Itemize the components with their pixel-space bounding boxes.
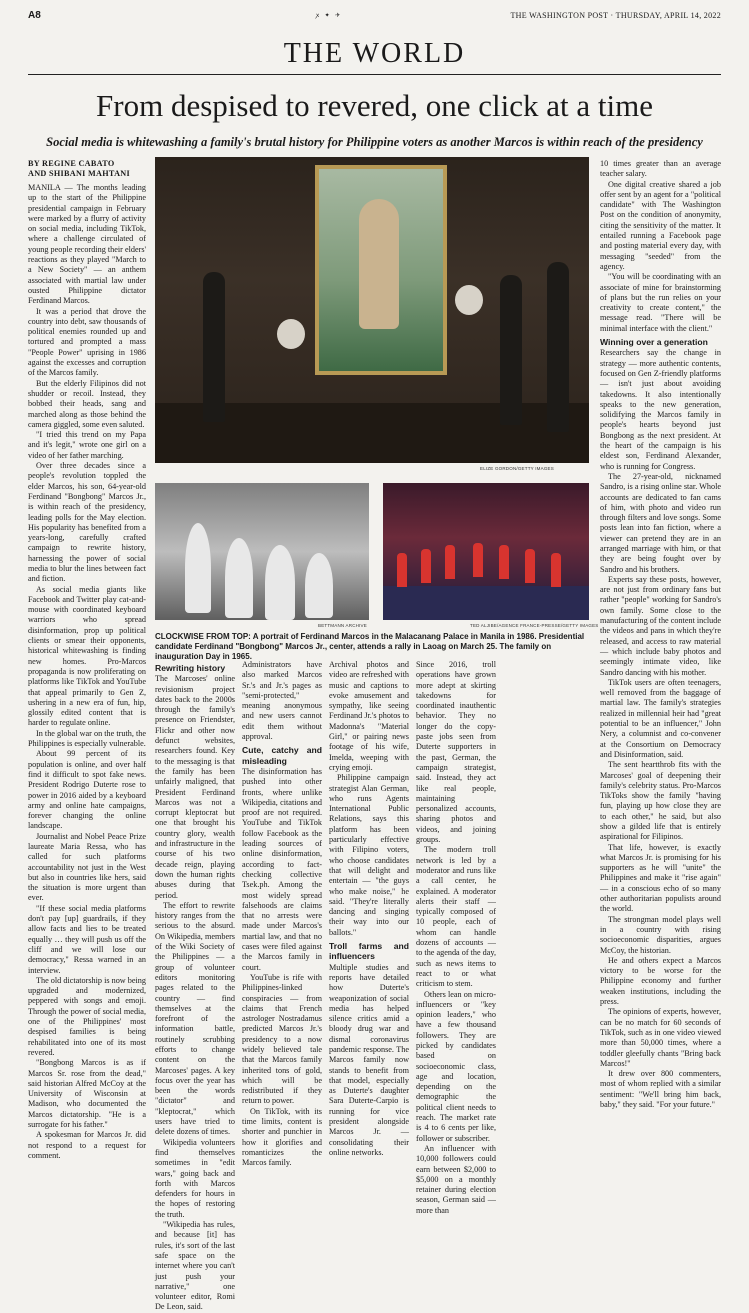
column-2 — [155, 660, 235, 1313]
paragraph: He and others expect a Marcos victory to be worse for the Philippine economy and further weaken institutions, including the press. — [600, 955, 721, 1007]
paragraph: But the elderly Filipinos did not shudder or recoil. Instead, they bobbed their heads, sang and marched along as those behind the camera giggled, some even saluted. — [28, 378, 146, 429]
folio — [28, 10, 721, 24]
paragraph: The opinions of experts, however, can be no match for 60 seconds of TikTok, such as in one video viewed more than 50,000 times, where a toddler gleefully chants "Bring back Marcos!" — [600, 1007, 721, 1068]
photo-credit-right: TED ALJIBE/AGENCE FRANCE-PRESSE/GETTY IMAGES — [470, 623, 599, 628]
person-figure — [305, 553, 333, 618]
rally-stage — [383, 586, 589, 620]
paragraph: "Wikipedia has rules, and because [it] has rules, it's sort of the last safe space on the internet where you can't just push your narrative," one volunteer editor, Romi De Leon, said. — [155, 1220, 235, 1312]
paragraph: The strongman model plays well in a country with rising socioeconomic disparities, argues McCoy, the historian. — [600, 914, 721, 955]
paragraph: Journalist and Nobel Peace Prize laureate Maria Ressa, who has called for such platforms accountability not just in the West but also in countries like hers, said the situation is more urgent than ever. — [28, 831, 146, 903]
flower-vase — [455, 285, 483, 315]
supporter-figure — [525, 549, 535, 583]
paragraph: YouTube is rife with Philippines-linked conspiracies — from claims that French astrologer Nostradamus predicted Marcos Jr.'s presidency to a now widely believed tale that the Marcos family inherited tons of gold, which will be redistributed if they return to power. — [242, 972, 322, 1106]
paragraph: The 27-year-old, nicknamed Sandro, is a rising online star. Whole accounts are dedicated to fan cams of him, with photo and video run through filters and love songs. Some posts lean into fan fiction, where a viewer can pretend they are in an arranged marriage with him, or that they are being fought over by Sandro and his brothers. — [600, 471, 721, 574]
paragraph: 10 times greater than an average teacher salary. — [600, 159, 721, 179]
paragraph: Researchers say the change in strategy — more authentic contents, focused on Gen Z-friendly platforms — isn't just about avoiding takedowns. It also intentionally speaks to the new generation, solidifying the Marcos family in people's hearts beyond just Bongbong as the next president. At the heart of the campaign is his eldest son, Ferdinand Alexander, who is running for Congress. — [600, 348, 721, 471]
paragraph: In the global war on the truth, the Philippines is especially vulnerable. — [28, 728, 146, 749]
paragraph: The modern troll network is led by a moderator and runs like a call center, he explained. A moderator alerts their staff — typically composed of 10 people, each of whom can handle dozens of accounts — to the agenda of the day, such as news items to react to or what criticism to stem. — [416, 845, 496, 989]
page-number: A8 — [28, 10, 41, 21]
supporter-figure — [473, 543, 483, 577]
flower-vase — [277, 319, 305, 349]
column-3 — [242, 660, 322, 1169]
person-figure — [225, 538, 253, 618]
photo-credit-main: ELIZE GORDON/GETTY IMAGES — [480, 466, 554, 471]
deck: Social media is whitewashing a family's brutal history for Philippine voters as another Marcos is within reach of the presidency — [46, 135, 703, 149]
guard-figure — [500, 275, 522, 425]
photo-caption: CLOCKWISE FROM TOP: A portrait of Ferdinand Marcos in the Malacanang Palace in Manila in 1986. Presidential candidate Ferdinand "Bongbong" Marcos Jr., center, attends a rally in Laoag on March 25. The family on inauguration Day in 1965. — [155, 632, 585, 661]
rally-photo — [383, 483, 589, 620]
paragraph: It drew over 800 commenters, most of whom replied with a similar sentiment: "We'll bring him back, baby," they said. "For your future." — [600, 1069, 721, 1110]
supporter-figure — [445, 545, 455, 579]
paragraph: As social media giants like Facebook and Twitter play cat-and-mouse with coordinated keyboard warriors who spread disinformation, prop up political clients or smear their opponents, historical whitewashing is finding new homes. Pro-Marcos propaganda is now proliferating on platforms like TikTok and YouTube that appeal primarily to Gen Z, ushering in a new era of fun, hip, glossily edited content that is harder to regulate online. — [28, 584, 146, 728]
paragraph: "If these social media platforms don't pay [up] guardrails, if they allow facts and lies to be treated equally … they will push us off the cliff and we will lose our democracy," Ressa warned in an interview. — [28, 903, 146, 975]
subhead-troll-farms: Troll farms and influencers — [329, 941, 409, 962]
paragraph: A spokesman for Marcos Jr. did not respond to a request for comment. — [28, 1130, 146, 1160]
paragraph: It was a period that drove the country into debt, saw thousands of political enemies rounded up and tortured and prompted a mass "People Power" uprising in 1986 against the excesses and corruption of the Marcos family. — [28, 306, 146, 378]
person-figure — [185, 523, 211, 613]
paragraph: Administrators have also marked Marcos Sr.'s and Jr.'s pages as "semi-protected," meaning anonymous and new users cannot edit them without approval. — [242, 660, 322, 742]
paragraph: The sent heartthrob fits with the Marcoses' goal of deepening their family's celebrity status. Pro-Marcos TikToks show the family "having fun, playing up how close they are to each other," he said, but also show a gilded life that is entirely aspirational for Filipinos. — [600, 760, 721, 842]
section-rule — [28, 74, 721, 75]
section-title: THE WORLD — [283, 38, 466, 69]
marcos-portrait-photo — [155, 157, 589, 463]
paragraph: About 99 percent of its population is online, and over half find it difficult to spot fake news. President Rodrigo Duterte rose to power in 2016 aided by a keyboard army and online hate campaigns, forever changing the online landscape. — [28, 749, 146, 831]
folio-mark: ꭗ ✦ ✈ — [316, 13, 343, 19]
paragraph: An influencer with 10,000 followers could earn between $2,000 to $5,000 on a monthly retainer during election season, German said — more than — [416, 1143, 496, 1215]
paragraph: Multiple studies and reports have detailed how Duterte's weaponization of social media has helped silence critics amid a bloody drug war and dismal coronavirus pandemic response. The Marcos family now stands to benefit from that model, especially as Duterte's daughter Sara Duterte-Carpio is running for vice president alongside Marcos Jr. — consolidating their online networks. — [329, 962, 409, 1157]
paragraph: Since 2016, troll operations have grown more adept at skirting takedowns for coordinated inauthentic behavior. They no longer do the copy-paste jobs seen from Duterte supporters in the past, German, the campaign strategist, said. Instead, they act like real people, maintaining personalized accounts, sharing photos and videos, and joining groups. — [416, 660, 496, 845]
paragraph: The disinformation has pushed into other fronts, where unlike Wikipedia, citations and proof are not required. YouTube and TikTok follow Facebook as the leading sources of online disinformation, according to fact-checking collective Tsek.ph. Among the most widely spread falsehoods are claims that no arrests were made under Marcos's martial law, and that no cases were filed against the Marcos family in court. — [242, 766, 322, 972]
person-figure — [265, 545, 295, 620]
inauguration-photo — [155, 483, 369, 620]
photo-credit-left: BETTMANN ARCHIVE — [318, 623, 367, 628]
paragraph: "You will be coordinating with an associate of mine for brainstorming of plans but the run relies on your creativity to create content," the message read. "There will be minimal interface with the client." — [600, 272, 721, 333]
portrait-figure — [359, 199, 399, 329]
paragraph: Wikipedia volunteers find themselves sometimes in "edit wars," going back and forth with Marcos defenders for hours in the hopes of restoring the truth. — [155, 1137, 235, 1219]
subhead-winning-generation: Winning over a generation — [600, 337, 708, 348]
guard-figure — [203, 272, 225, 422]
paragraph: MANILA — The months leading up to the start of the Philippine presidential campaign in February were marked by a flurry of activity on social media, including TikTok, where a challenge circulated of young people recording their elders' reactions as they played "March to a New Society" — an anthem associated with martial law under ousted Philippine dictator Ferdinand Marcos. — [28, 183, 146, 306]
paragraph: The Marcoses' online revisionism project dates back to the 2000s through the family's presence on Friendster, Flickr and other now defunct websites, researchers found. Key to the messaging is that the family has been unfairly maligned, that President Ferdinand Marcos was not a corrupt kleptocrat but one that brought his country glory, wealth and infrastructure in the course of his two decade reign, playing down the human rights abuses during that period. — [155, 674, 235, 900]
byline — [28, 159, 146, 179]
supporter-figure — [499, 545, 509, 579]
supporter-figure — [421, 549, 431, 583]
column-1 — [28, 159, 146, 1161]
paragraph: Philippine campaign strategist Alan German, who runs Agents International Public Relations, says this platform has been particularly effective with Filipino voters, who choose candidates that will delight and entertain — "the guys who make noise," he said. "They're literally dancing and singing their way into our ballots." — [329, 773, 409, 937]
column-5 — [416, 660, 496, 1216]
byline-line: BY REGINE CABATO — [28, 159, 115, 168]
paragraph: Others lean on micro-influencers or "key opinion leaders," who have a few thousand followers. They are picked by candidates based on socioeconomic class, age and location, depending on the demographic the political client needs to reach. The market rate is 4 to 6 cents per like, follower or subscriber. — [416, 989, 496, 1143]
paragraph: That life, however, is exactly what Marcos Jr. is promising for his supporters as he will "unite" the Philippines and make it "rise again" — in a conscious echo of so many other authoritarian populists around the world. — [600, 842, 721, 914]
paragraph: Over three decades since a people's revolution toppled the elder Marcos, his son, 64-year-old Ferdinand "Bongbong" Marcos Jr., is within reach of the presidency, leading polls for the May election. His popularity has benefited from a years-long, carefully crafted campaign to rewrite history, harnessing the power of social media to blur the lines between fact and fiction. — [28, 461, 146, 584]
paragraph: One digital creative shared a job offer sent by an agent for a "political candidate" with The Washington Post on the condition of anonymity, citing the sensitivity of the matter. It entailed running a Facebook page and posting material every day, with messaging "seeded" from the agency. — [600, 179, 721, 271]
paragraph: The old dictatorship is now being upgraded and modernized, peppered with songs and emoji. Through the power of social media, one of the Philippines' most despised families is being rehabilitated into one of its most revered. — [28, 975, 146, 1057]
subhead-cute-catchy: Cute, catchy and misleading — [242, 745, 322, 766]
subhead-rewriting-history: Rewriting history — [155, 663, 226, 673]
paragraph: "Bongbong Marcos is as if Marcos Sr. rose from the dead," said historian Alfred McCoy at the University of Wisconsin at Madison, who documented the Marcos dictatorship. "He is a surrogate for his father." — [28, 1058, 146, 1130]
paragraph: TikTok users are often teenagers, well removed from the baggage of martial law. The family's strategies realized in millennial heir had "great potential to be an influencer," John Nery, a columnist and co-convener at the Consortium on Democracy and Disinformation, said. — [600, 677, 721, 759]
portrait-frame — [315, 165, 447, 375]
supporter-figure — [551, 553, 561, 587]
byline-line: AND SHIBANI MAHTANI — [28, 169, 130, 178]
supporter-figure — [397, 553, 407, 587]
paragraph: On TikTok, with its time limits, content is shorter and punchier in how it glorifies and romanticizes the Marcos family. — [242, 1106, 322, 1168]
column-4 — [329, 660, 409, 1158]
guard-figure — [547, 262, 569, 432]
paragraph: The effort to rewrite history ranges from the serious to the absurd. On Wikipedia, members of the Wiki Society of the Philippines — a group of volunteer editors monitoring pages related to the country — find themselves at the forefront of the information battle, routinely scrubbing efforts to change content on the Marcoses' pages. A key focus over the year has been the words "dictator" and "kleptocrat," which users have tried to delete dozens of times. — [155, 900, 235, 1137]
paragraph: "I tried this trend on my Papa and it's legit," wrote one girl on a video of her father marching. — [28, 430, 146, 460]
paragraph: Archival photos and video are refreshed with music and captions to evoke amusement and sympathy, like seeing Ferdinand Jr.'s photos to Madonna's "Material Girl," or pairing news footage of his wife, Imelda, weeping with crying emoji. — [329, 660, 409, 772]
column-6 — [600, 159, 721, 1110]
publication-line: THE WASHINGTON POST · THURSDAY, APRIL 14, 2022 — [510, 11, 721, 20]
headline: From despised to revered, one click at a time — [96, 88, 653, 123]
paragraph: Experts say these posts, however, are not just from ordinary fans but rather "people" working for Sandro's own family. Some close to the manufacturing of the content include the videos and pans in which they're released, and access to raw material — which include baby photos and seemingly intimate video, like Sandro dancing with his mother. — [600, 574, 721, 677]
